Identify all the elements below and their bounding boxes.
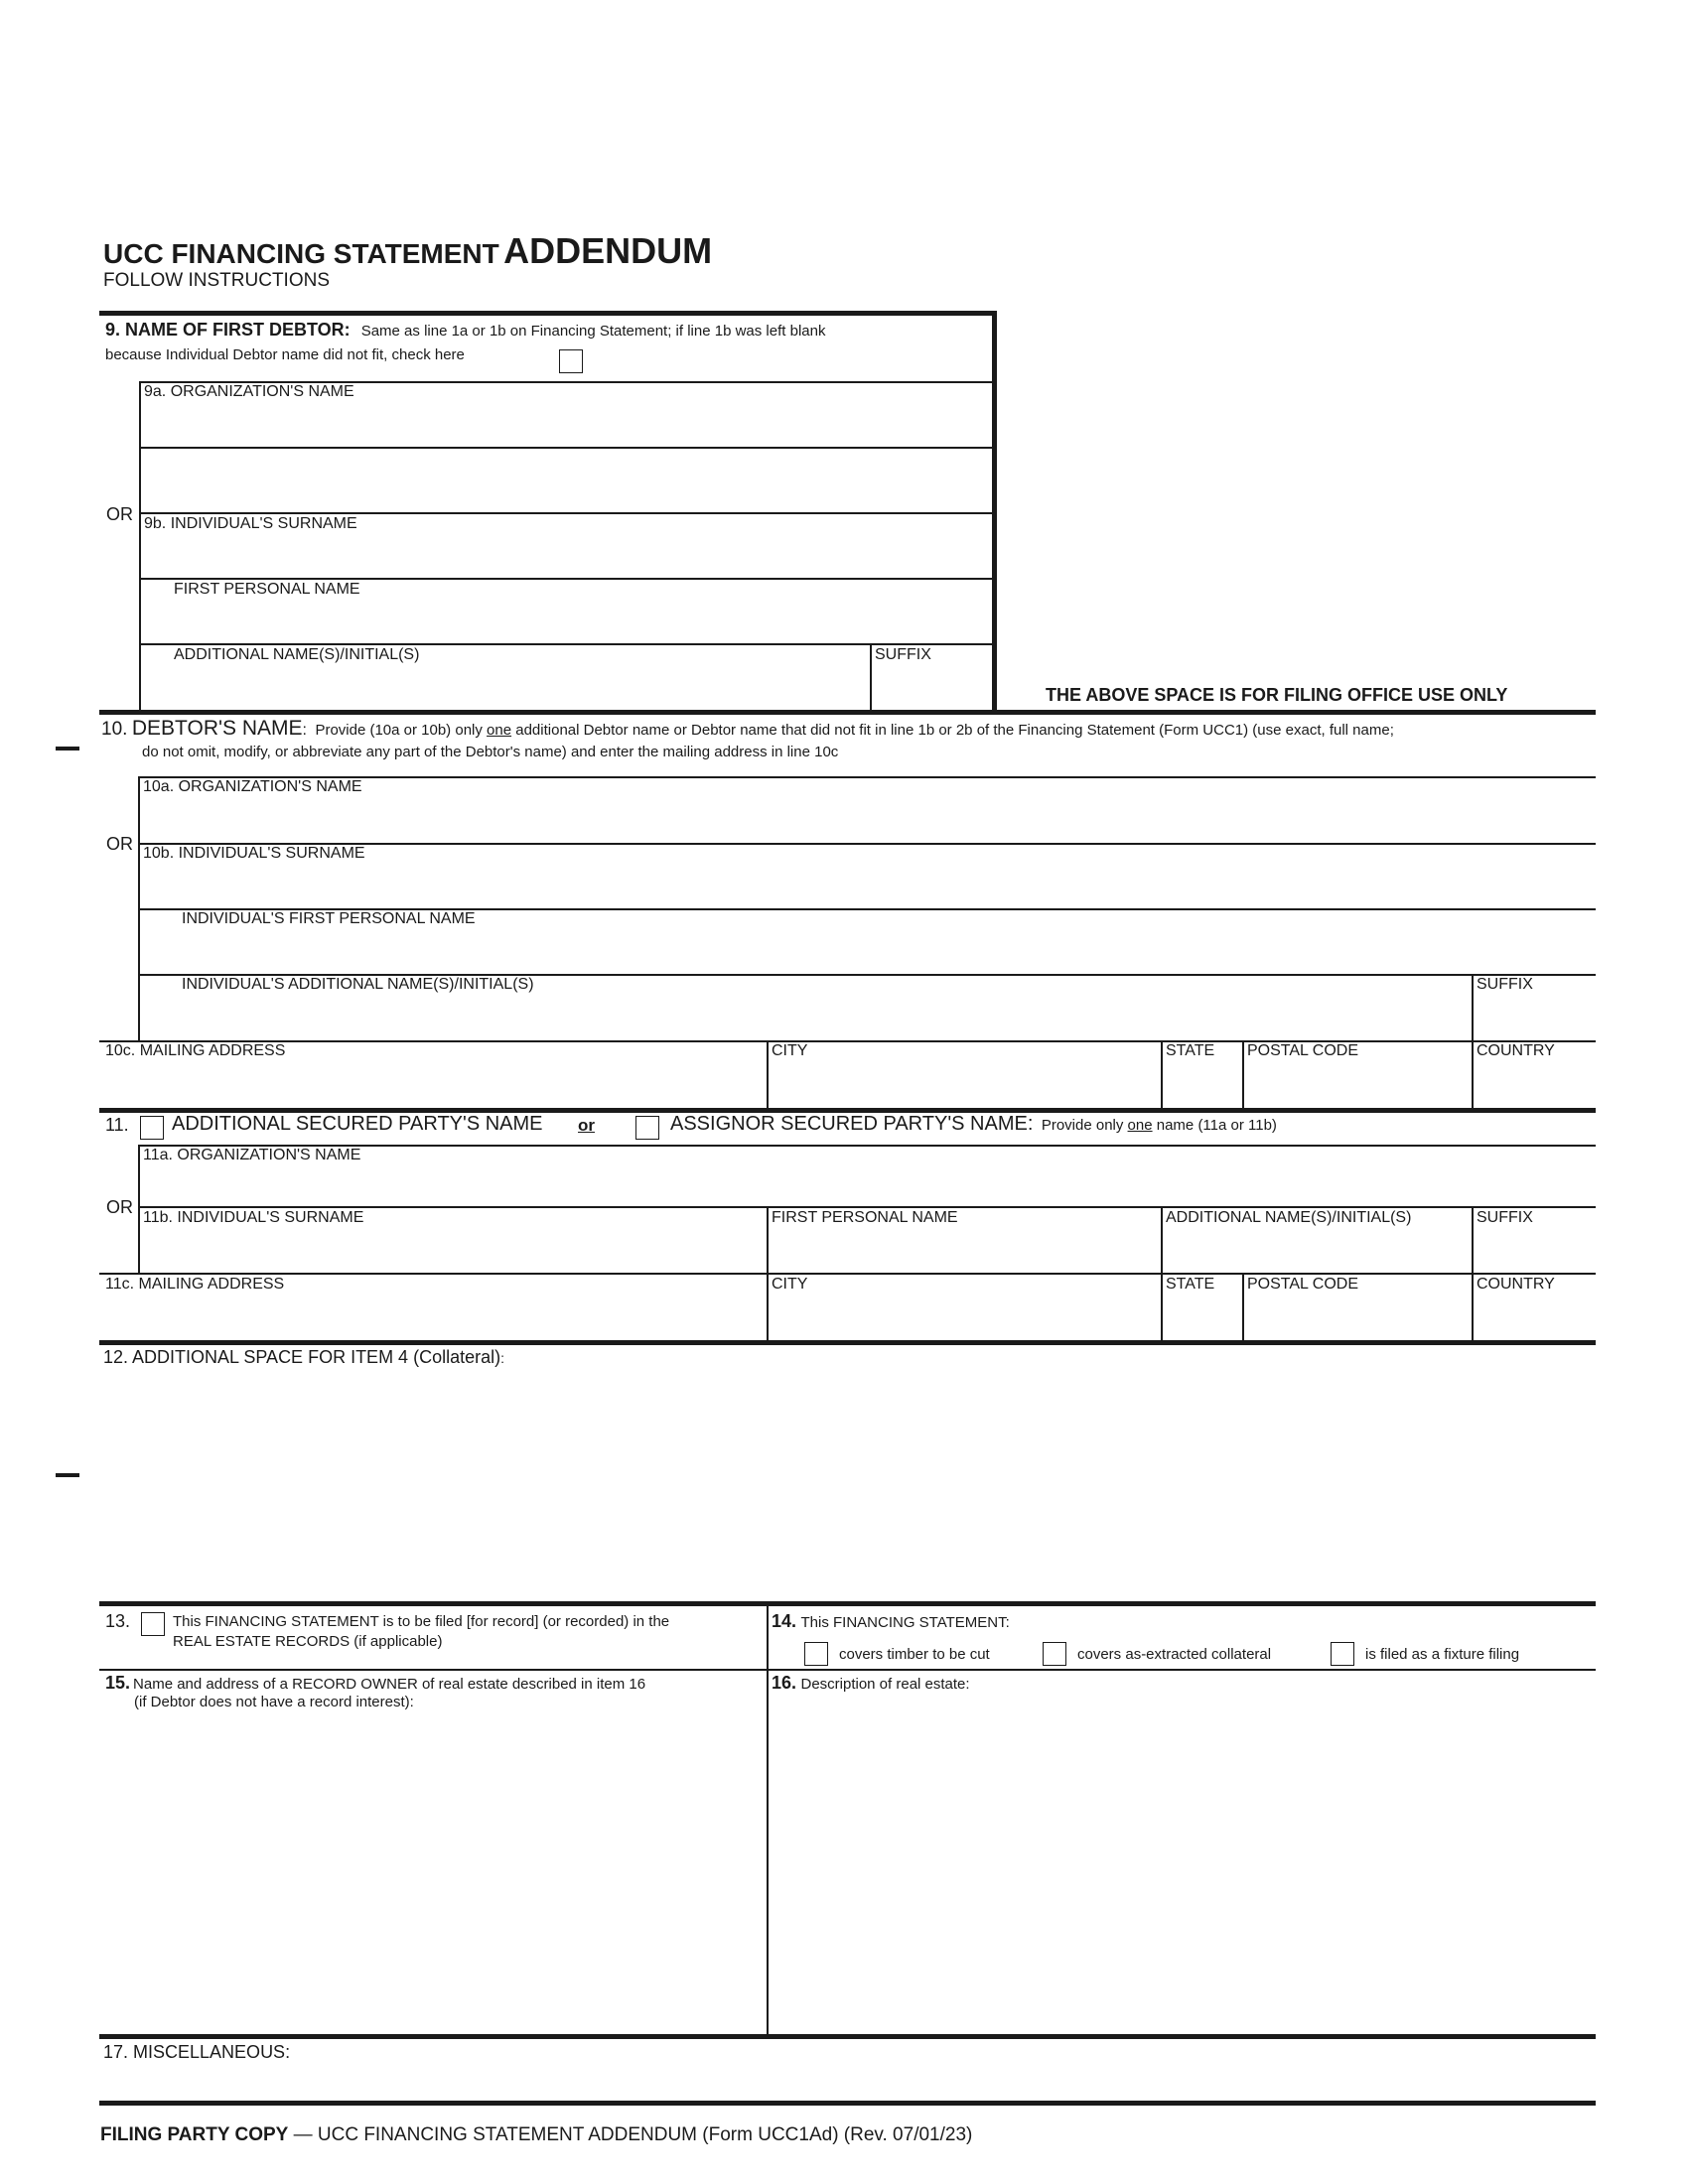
- s11-first-name-field[interactable]: FIRST PERSONAL NAME: [772, 1209, 958, 1226]
- s17-misc-field[interactable]: 17. MISCELLANEOUS:: [103, 2042, 291, 2062]
- s10-first-name-field[interactable]: INDIVIDUAL'S FIRST PERSONAL NAME: [182, 910, 476, 927]
- title-addendum: ADDENDUM: [503, 230, 713, 271]
- form-title: [103, 230, 712, 272]
- s11-additional-title: ADDITIONAL SECURED PARTY'S NAME: [172, 1113, 543, 1135]
- s13-line1: This FINANCING STATEMENT is to be filed [for record] (or recorded) in the: [173, 1613, 670, 1630]
- s9-or: OR: [106, 504, 133, 524]
- s9-check-box[interactable]: [559, 349, 583, 373]
- s14-as-extracted-label: covers as-extracted collateral: [1077, 1646, 1272, 1663]
- s13-line2: REAL ESTATE RECORDS (if applicable): [173, 1633, 443, 1650]
- s14-title: 14. This FINANCING STATEMENT:: [772, 1611, 1010, 1631]
- s11-state-field[interactable]: STATE: [1166, 1276, 1215, 1293]
- s10-title: 10. DEBTOR'S NAME: Provide (10a or 10b) only one additional Debtor name or Debtor name that did not fit in line 1b or 2b of the Financing Statement (Form UCC1) (use exact, full name;: [101, 717, 1394, 740]
- s10c-mailing-address-field[interactable]: 10c. MAILING ADDRESS: [105, 1042, 286, 1059]
- filing-office-note: THE ABOVE SPACE IS FOR FILING OFFICE USE ONLY: [1046, 685, 1508, 705]
- s14-fixture-checkbox[interactable]: [1331, 1642, 1354, 1666]
- follow-instructions: FOLLOW INSTRUCTIONS: [103, 270, 331, 291]
- s16-description-field[interactable]: 16. Description of real estate:: [772, 1673, 970, 1693]
- title-main: UCC FINANCING STATEMENT: [103, 238, 499, 269]
- s10a-org-name-field[interactable]: 10a. ORGANIZATION'S NAME: [143, 778, 362, 795]
- s14-fixture-label: is filed as a fixture filing: [1365, 1646, 1520, 1663]
- s13-real-estate-checkbox[interactable]: [141, 1612, 165, 1636]
- s14-timber-checkbox[interactable]: [804, 1642, 828, 1666]
- s10-city-field[interactable]: CITY: [772, 1042, 808, 1059]
- s11-assignor-title: ASSIGNOR SECURED PARTY'S NAME: Provide only one name (11a or 11b): [670, 1113, 1277, 1135]
- margin-mark-top: [56, 747, 79, 751]
- s10b-surname-field[interactable]: 10b. INDIVIDUAL'S SURNAME: [143, 845, 365, 862]
- s11-suffix-field[interactable]: SUFFIX: [1477, 1209, 1533, 1226]
- s9-additional-names-field[interactable]: ADDITIONAL NAME(S)/INITIAL(S): [174, 646, 420, 663]
- s11-city-field[interactable]: CITY: [772, 1276, 808, 1293]
- s11a-org-name-field[interactable]: 11a. ORGANIZATION'S NAME: [143, 1147, 361, 1163]
- s15-line2: (if Debtor does not have a record interest):: [134, 1694, 414, 1710]
- s10-additional-names-field[interactable]: INDIVIDUAL'S ADDITIONAL NAME(S)/INITIAL(S): [182, 976, 534, 993]
- s11c-mailing-address-field[interactable]: 11c. MAILING ADDRESS: [105, 1276, 285, 1293]
- s11-num: 11.: [105, 1115, 129, 1135]
- s10-postal-code-field[interactable]: POSTAL CODE: [1247, 1042, 1359, 1059]
- s9-first-name-field[interactable]: FIRST PERSONAL NAME: [174, 581, 360, 598]
- s9-title: 9. NAME OF FIRST DEBTOR: Same as line 1a or 1b on Financing Statement; if line 1b was left blank: [105, 320, 826, 340]
- s10-or: OR: [106, 834, 133, 854]
- s11b-surname-field[interactable]: 11b. INDIVIDUAL'S SURNAME: [143, 1209, 364, 1226]
- s9a-org-name-field[interactable]: 9a. ORGANIZATION'S NAME: [144, 383, 354, 400]
- s9b-surname-field[interactable]: 9b. INDIVIDUAL'S SURNAME: [144, 515, 357, 532]
- s13-num: 13.: [105, 1611, 131, 1631]
- s14-timber-label: covers timber to be cut: [839, 1646, 990, 1663]
- s11-country-field[interactable]: COUNTRY: [1477, 1276, 1555, 1293]
- s11-or-word: or: [578, 1116, 595, 1135]
- s14-as-extracted-checkbox[interactable]: [1043, 1642, 1066, 1666]
- s10-state-field[interactable]: STATE: [1166, 1042, 1215, 1059]
- s10-suffix-field[interactable]: SUFFIX: [1477, 976, 1533, 993]
- s15-record-owner-field[interactable]: 15. Name and address of a RECORD OWNER of real estate described in item 16: [105, 1673, 646, 1693]
- s10-desc2: do not omit, modify, or abbreviate any part of the Debtor's name) and enter the mailing address in line 10c: [142, 744, 839, 760]
- s9-suffix-field[interactable]: SUFFIX: [875, 646, 931, 663]
- s9-desc2: because Individual Debtor name did not fit, check here: [105, 346, 465, 363]
- s11-additional-names-field[interactable]: ADDITIONAL NAME(S)/INITIAL(S): [1166, 1209, 1412, 1226]
- footer: FILING PARTY COPY — UCC FINANCING STATEMENT ADDENDUM (Form UCC1Ad) (Rev. 07/01/23): [100, 2124, 973, 2145]
- s11-assignor-checkbox[interactable]: [635, 1116, 659, 1140]
- s11-additional-checkbox[interactable]: [140, 1116, 164, 1140]
- s11-postal-code-field[interactable]: POSTAL CODE: [1247, 1276, 1359, 1293]
- s12-collateral-field[interactable]: 12. ADDITIONAL SPACE FOR ITEM 4 (Collateral):: [103, 1347, 504, 1367]
- margin-mark-bottom: [56, 1473, 79, 1477]
- s11-or: OR: [106, 1197, 133, 1217]
- s10-country-field[interactable]: COUNTRY: [1477, 1042, 1555, 1059]
